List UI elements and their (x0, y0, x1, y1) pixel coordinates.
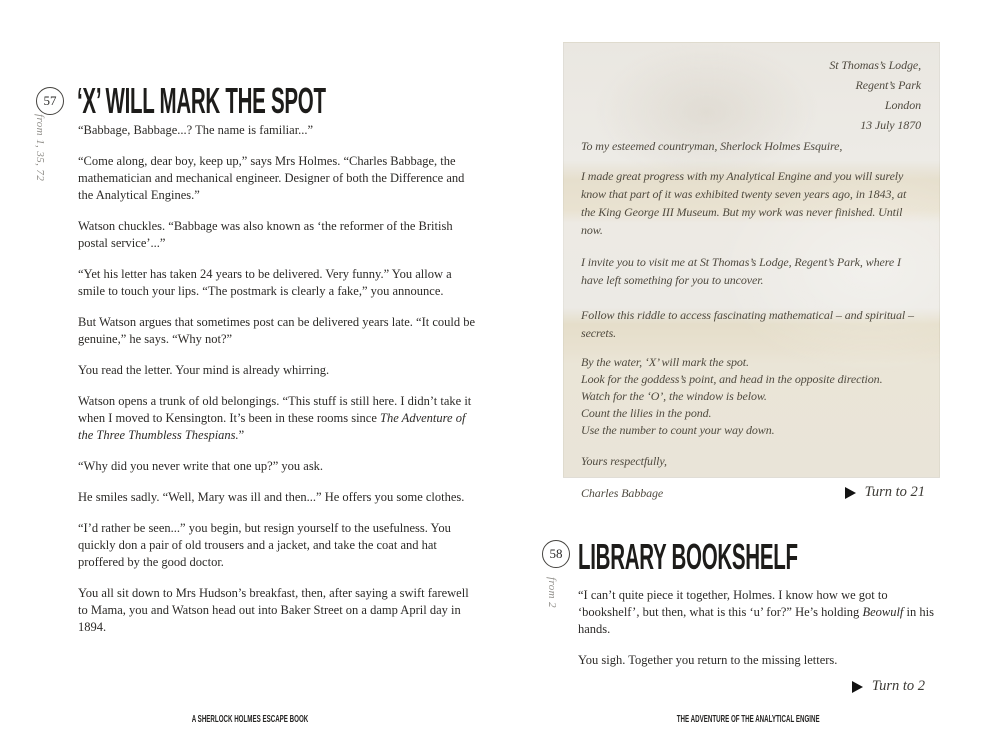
letter-address-line: Regent’s Park (855, 78, 921, 92)
letter-riddle (581, 354, 923, 439)
riddle-line: Count the lilies in the pond. (581, 406, 712, 420)
story-paragraph: “Come along, dear boy, keep up,” says Mrs Holmes. “Charles Babbage, the mathematician and mechanical engineer. Designer of both the Difference and the Analytical Engines.” (78, 154, 465, 202)
turn-to-21-link[interactable] (845, 484, 925, 501)
riddle-line: Watch for the ‘O’, the window is below. (581, 389, 767, 403)
letter-date: 13 July 1870 (860, 118, 921, 132)
story-paragraph (578, 587, 935, 638)
entry-title-57: ‘X’ WILL MARK THE SPOT (77, 80, 326, 121)
book-title-reference: The Adventure of the Three Thumbless Thespians. (78, 411, 466, 442)
letter-salutation: To my esteemed countryman, Sherlock Holmes Esquire, (581, 139, 843, 153)
story-paragraph: You sigh. Together you return to the missing letters. (578, 653, 838, 667)
story-paragraph: You read the letter. Your mind is already whirring. (78, 363, 330, 377)
letter-paragraph: I made great progress with my Analytical Engine and you will surely know that part of it was exhibited twenty seven years ago, in 1843, at the King George III Museum. But my work was never finished. Until now. (581, 169, 907, 237)
letter-address-line: St Thomas’s Lodge, (829, 58, 921, 72)
letter-paragraph: I invite you to visit me at St Thomas’s Lodge, Regent’s Park, where I have left something for you to uncover. (581, 255, 901, 287)
turn-to-label: Turn to 21 (864, 484, 925, 500)
story-paragraph: “Babbage, Babbage...? The name is familiar...” (78, 123, 314, 137)
running-footer-left: A SHERLOCK HOLMES ESCAPE BOOK (191, 714, 309, 725)
turn-arrow-icon (845, 487, 856, 499)
riddle-line: Look for the goddess’s point, and head in the opposite direction. (581, 372, 883, 386)
letter-paragraph: Follow this riddle to access fascinating mathematical – and spiritual – secrets. (581, 308, 914, 340)
entry-58-body (578, 587, 935, 683)
book-title-reference: Beowulf (862, 605, 904, 619)
running-footer-right: THE ADVENTURE OF THE ANALYTICAL ENGINE (676, 714, 820, 725)
from-label-57: from 1, 35, 72 (34, 114, 46, 182)
story-paragraph: “Why did you never write that one up?” you ask. (78, 459, 324, 473)
letter-address-block (581, 55, 921, 135)
entry-number-badge-58: 58 (542, 540, 570, 568)
letter-closing: Yours respectfully, (581, 454, 667, 468)
letter-address-line: London (884, 98, 921, 112)
story-paragraph: “I’d rather be seen...” you begin, but resign yourself to the usefulness. You quickly don a pair of old trousers and a jacket, and take the coat and hat proffered by the good doctor. (78, 521, 451, 569)
entry-57-body (78, 122, 480, 650)
paragraph-text: in his hands. (578, 605, 934, 636)
story-paragraph: But Watson argues that sometimes post can be delivered years late. “It could be genuine,” he says. “Why not?” (78, 315, 476, 346)
riddle-line: By the water, ‘X’ will mark the spot. (581, 355, 749, 369)
paragraph-text: Watson opens a trunk of old belongings. “This stuff is still here. I didn’t take it when I moved to Kensington. It’s been in these rooms since (78, 394, 472, 425)
story-paragraph: He smiles sadly. “Well, Mary was ill and then...” He offers you some clothes. (78, 490, 465, 504)
paragraph-text: ” (238, 428, 245, 442)
story-paragraph (78, 393, 480, 444)
turn-to-2-link[interactable] (852, 678, 925, 695)
from-label-58: from 2 (546, 577, 558, 609)
turn-to-label: Turn to 2 (871, 678, 925, 694)
entry-title-58: LIBRARY BOOKSHELF (578, 536, 798, 577)
story-paragraph: You all sit down to Mrs Hudson’s breakfast, then, after saying a swift farewell to Mama, you and Watson head out into Baker Street on a damp April day in 1894. (78, 586, 469, 634)
riddle-line: Use the number to count your way down. (581, 423, 775, 437)
letter-signature: Charles Babbage (581, 486, 664, 500)
story-paragraph: Watson chuckles. “Babbage was also known as ‘the reformer of the British postal service’...” (78, 219, 453, 250)
turn-arrow-icon (852, 681, 863, 693)
entry-number-badge-57: 57 (36, 87, 64, 115)
story-paragraph: “Yet his letter has taken 24 years to be delivered. Very funny.” You allow a smile to touch your lips. “The postmark is clearly a fake,” you announce. (78, 267, 452, 298)
paragraph-text: “I can’t quite piece it together, Holmes. I know how we got to ‘bookshelf’, but then, what is this ‘u’ for?” He’s holding (578, 588, 888, 619)
